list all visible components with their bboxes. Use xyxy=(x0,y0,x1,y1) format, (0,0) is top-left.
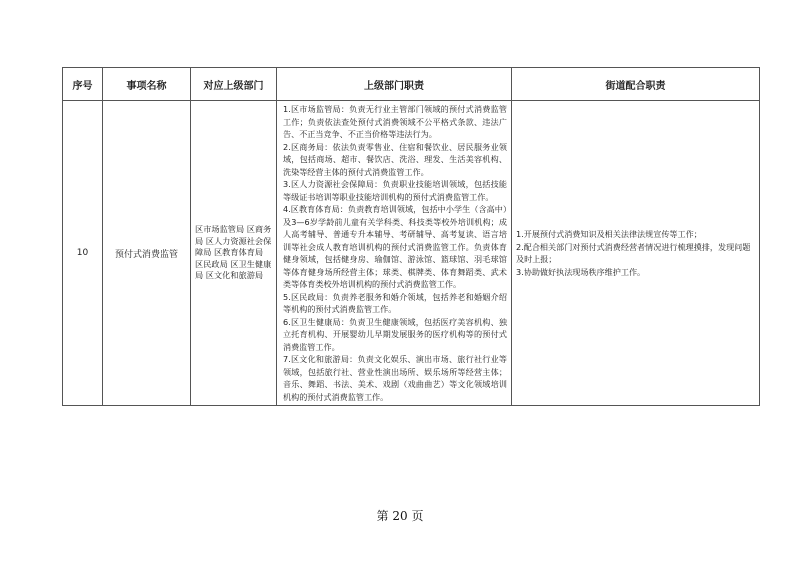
table-header-row xyxy=(63,68,760,101)
upper-duty-item: 4.区教育体育局：负责教育培训领域，包括中小学生（含高中）及3—6岁学龄前儿童有关学科类、科技类等校外培训机构；成人高考辅导、普通专升本辅导、考研辅导、高考复读、语言培训等社会成人教育培训机构的预付式消费监管工作。负责体育健身领域，包括健身房、瑜伽馆、游泳馆、篮球馆、羽毛球馆等体育健身场所经营主体；球类、棋牌类、体育舞蹈类、武术类等体育类校外培训机构的预付式消费监管工作。 xyxy=(283,204,507,289)
table-row xyxy=(63,101,760,406)
duties-table xyxy=(62,67,760,406)
row-departments: 区市场监管局 区商务局 区人力资源社会保障局 区教育体育局 区民政局 区卫生健康局 区文化和旅游局 xyxy=(191,101,277,406)
header-department: 对应上级部门 xyxy=(191,68,277,101)
row-street-duties xyxy=(512,101,760,406)
header-number: 序号 xyxy=(63,68,103,101)
upper-duty-item: 7.区文化和旅游局：负责文化娱乐、演出市场、旅行社行业等领域，包括旅行社、营业性演出场所、娱乐场所等经营主体；音乐、舞蹈、书法、美术、戏剧（戏曲曲艺）等文化领域培训机构的预付式消费监管工作。 xyxy=(283,354,507,402)
page-number: 第 20 页 xyxy=(376,509,424,523)
row-upper-duties xyxy=(277,101,512,406)
upper-duty-item: 3.区人力资源社会保障局：负责职业技能培训领域，包括技能等级证书培训等职业技能培训机构的预付式消费监管工作。 xyxy=(283,179,507,202)
upper-duty-item: 2.区商务局：依法负责零售业、住宿和餐饮业、居民服务业领域，包括商场、超市、餐饮店、洗浴、理发、生活美容机构、洗染等经营主体的预付式消费监管工作。 xyxy=(283,141,507,177)
street-duty-item: 2.配合相关部门对预付式消费经营者情况进行梳理摸排，发现问题及时上报； xyxy=(516,241,751,264)
upper-duty-item: 6.区卫生健康局：负责卫生健康领域，包括医疗美容机构、独立托育机构、开展婴幼儿早期发展服务的医疗机构等的预付式消费监管工作。 xyxy=(283,316,507,352)
row-item-name: 预付式消费监管 xyxy=(103,101,191,406)
header-item-name: 事项名称 xyxy=(103,68,191,101)
row-number: 10 xyxy=(63,101,103,406)
upper-duty-item: 5.区民政局：负责养老服务和婚介领域，包括养老和婚姻介绍等机构的预付式消费监管工作。 xyxy=(283,291,507,314)
street-duty-item: 3.协助做好执法现场秩序维护工作。 xyxy=(516,266,646,277)
header-upper-duties: 上级部门职责 xyxy=(277,68,512,101)
upper-duty-item: 1.区市场监管局：负责无行业主管部门领域的预付式消费监管工作；负责依法查处预付式消费领域不公平格式条款、违法广告、不正当竞争、不正当价格等违法行为。 xyxy=(283,104,507,139)
header-street-duties: 街道配合职责 xyxy=(512,68,760,101)
street-duty-item: 1.开展预付式消费知识及相关法律法规宣传等工作； xyxy=(516,229,702,239)
